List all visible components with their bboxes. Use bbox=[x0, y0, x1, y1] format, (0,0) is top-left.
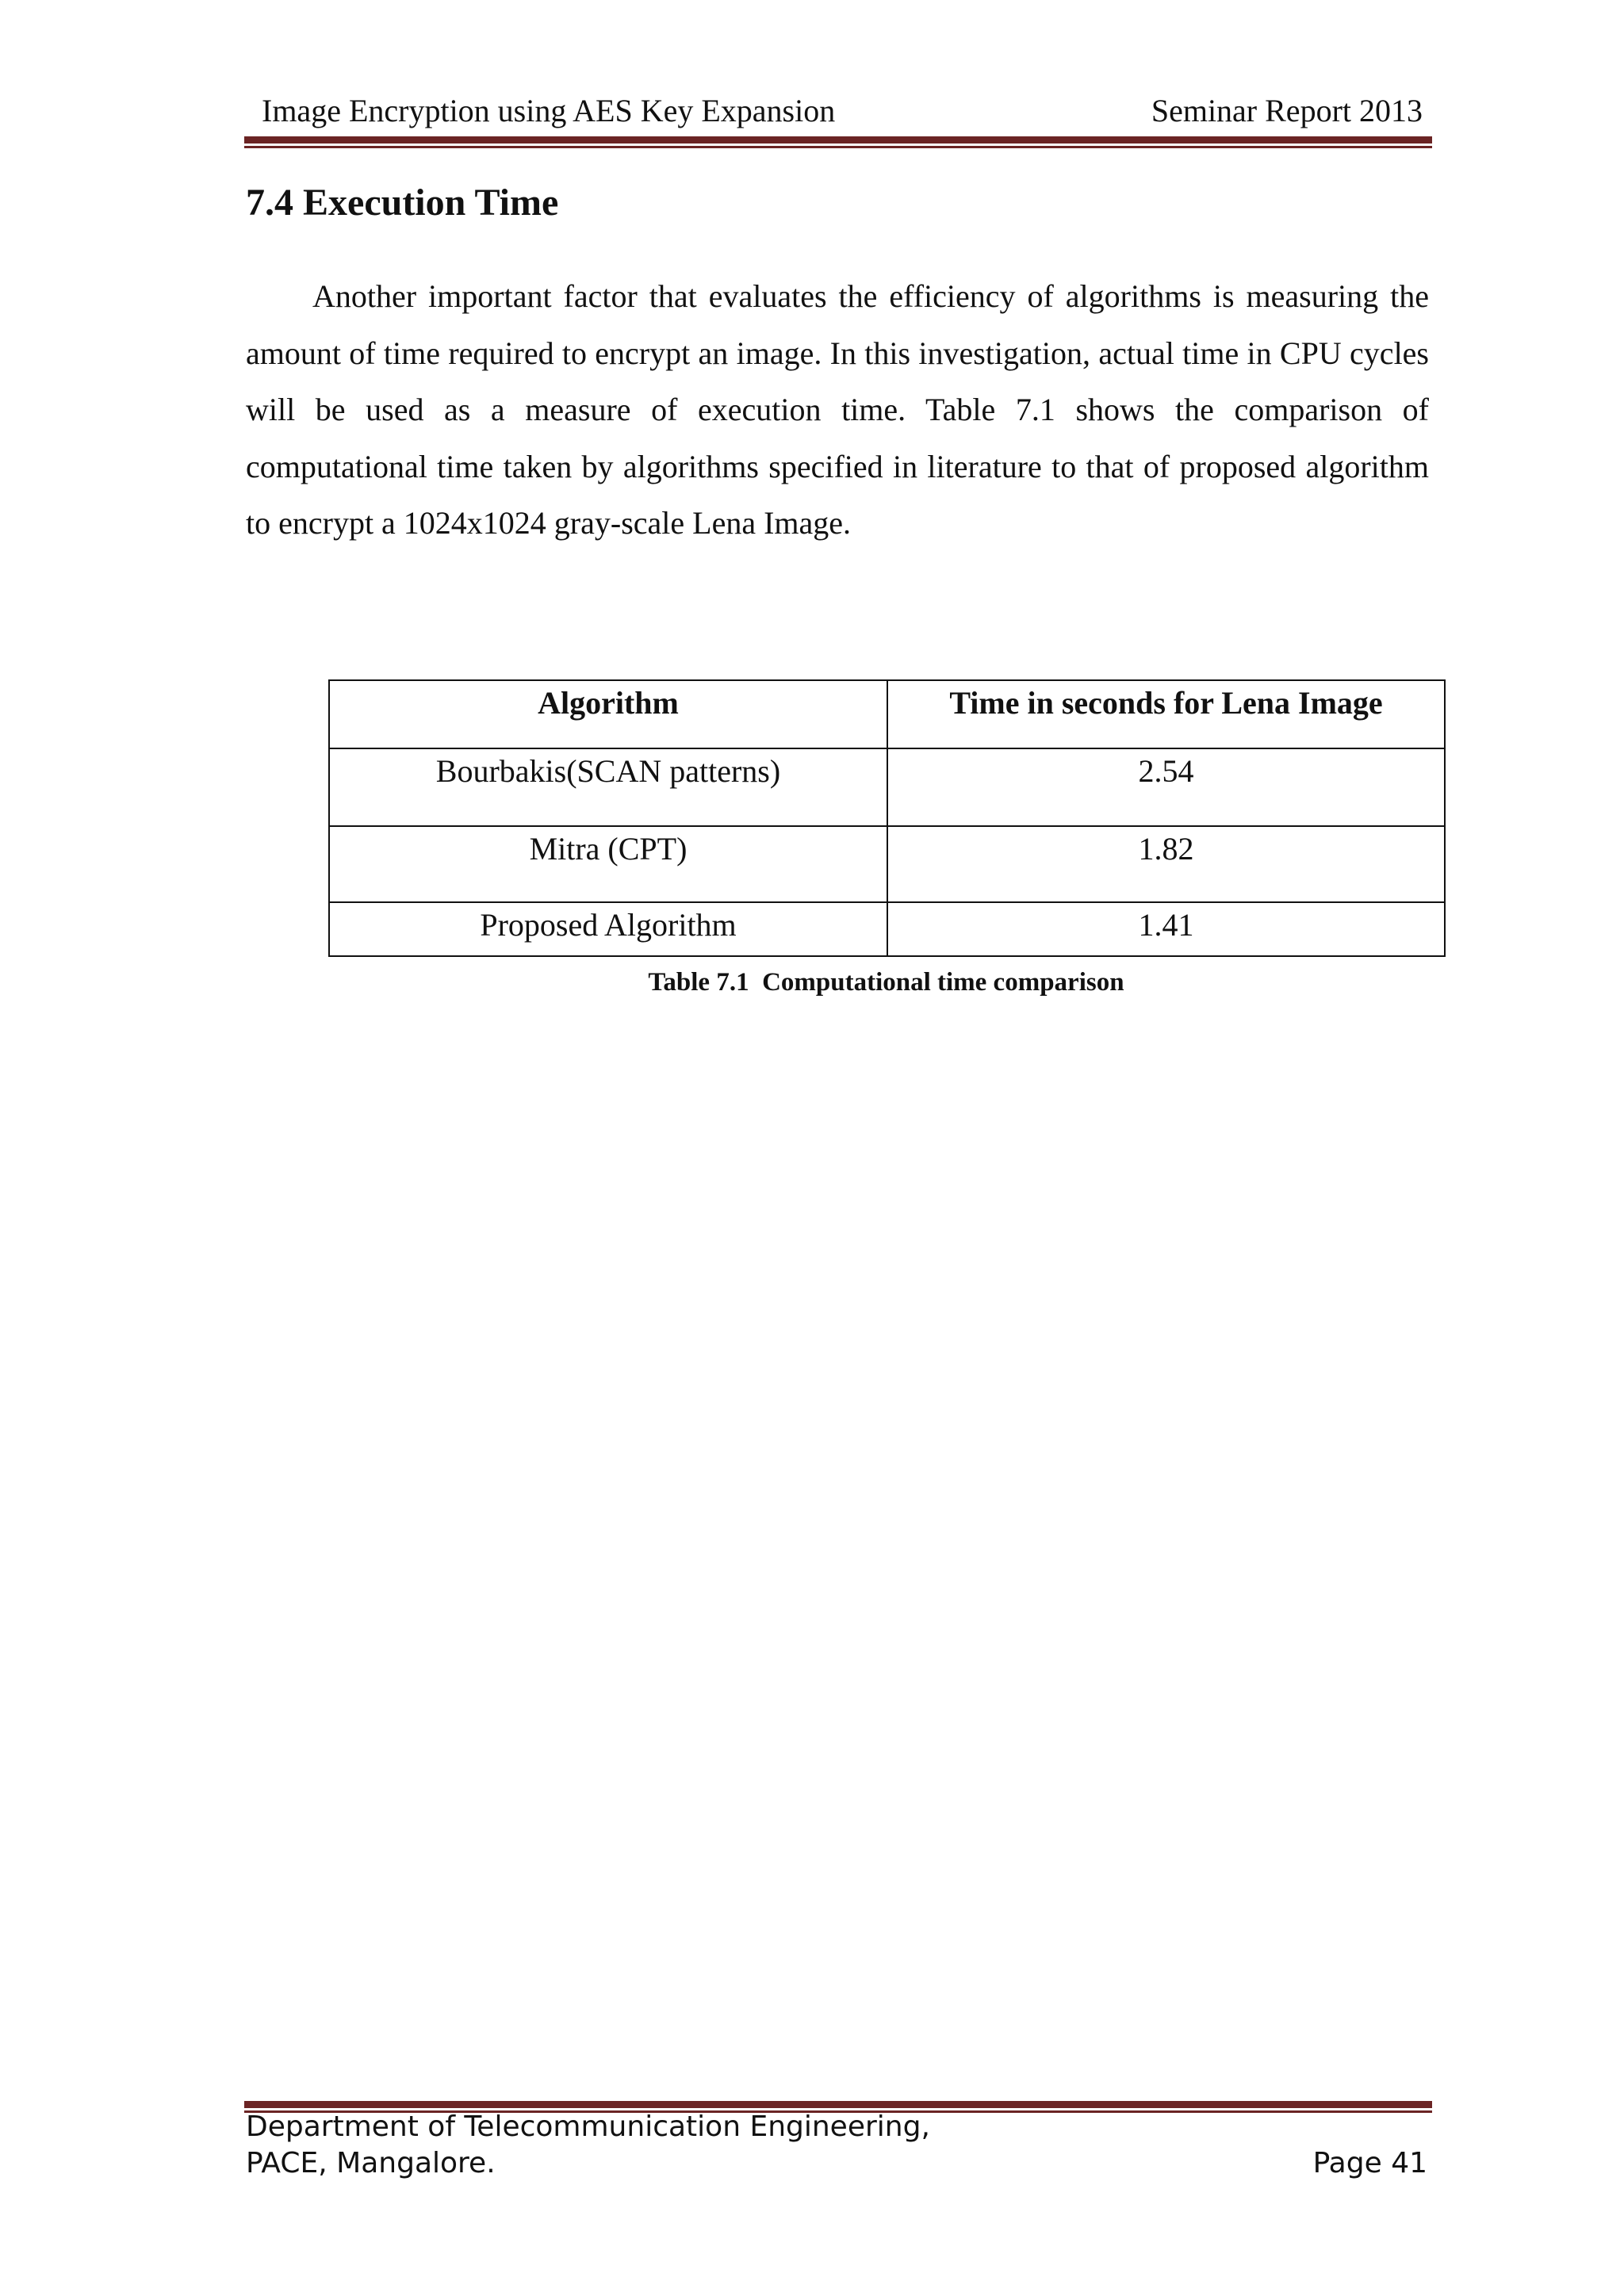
header-report-label: Seminar Report 2013 bbox=[1151, 93, 1423, 128]
page-header bbox=[244, 89, 1432, 133]
body-paragraph: Another important factor that evaluates the efficiency of algorithms is measuring the amount of time required to encrypt an image. In this investigation, actual time in CPU cycles will be used as a measure of execution time. Table 7.1 shows the comparison of computational time taken by algorithms specified in literature to that of proposed algorithm to encrypt a 1024x1024 gray-scale Lena Image. bbox=[246, 278, 1429, 541]
section-heading: 7.4 Execution Time bbox=[246, 182, 559, 224]
table-header-row bbox=[329, 680, 1445, 748]
table-row bbox=[329, 748, 1445, 826]
table-row bbox=[329, 826, 1445, 902]
page-number: Page 41 bbox=[1312, 2147, 1427, 2179]
table-cell-time: 1.41 bbox=[887, 902, 1445, 956]
footer-institute: PACE, Mangalore. bbox=[246, 2147, 496, 2179]
table-cell-algorithm: Bourbakis(SCAN patterns) bbox=[329, 748, 887, 826]
header-rule-thin bbox=[244, 146, 1432, 148]
footer-department: Department of Telecommunication Engineering, bbox=[246, 2110, 930, 2143]
header-title: Image Encryption using AES Key Expansion bbox=[262, 93, 836, 128]
header-rule-thick bbox=[244, 136, 1432, 144]
column-header-algorithm: Algorithm bbox=[329, 680, 887, 748]
footer-rule-thick bbox=[244, 2101, 1432, 2108]
table-cell-time: 2.54 bbox=[887, 748, 1445, 826]
footer-address bbox=[246, 2109, 930, 2182]
table-caption: Table 7.1 Computational time comparison bbox=[648, 968, 1124, 997]
table-cell-algorithm: Proposed Algorithm bbox=[329, 902, 887, 956]
table-cell-time: 1.82 bbox=[887, 826, 1445, 902]
comparison-table bbox=[328, 679, 1446, 957]
table-cell-algorithm: Mitra (CPT) bbox=[329, 826, 887, 902]
table-row bbox=[329, 902, 1445, 956]
column-header-time: Time in seconds for Lena Image bbox=[887, 680, 1445, 748]
